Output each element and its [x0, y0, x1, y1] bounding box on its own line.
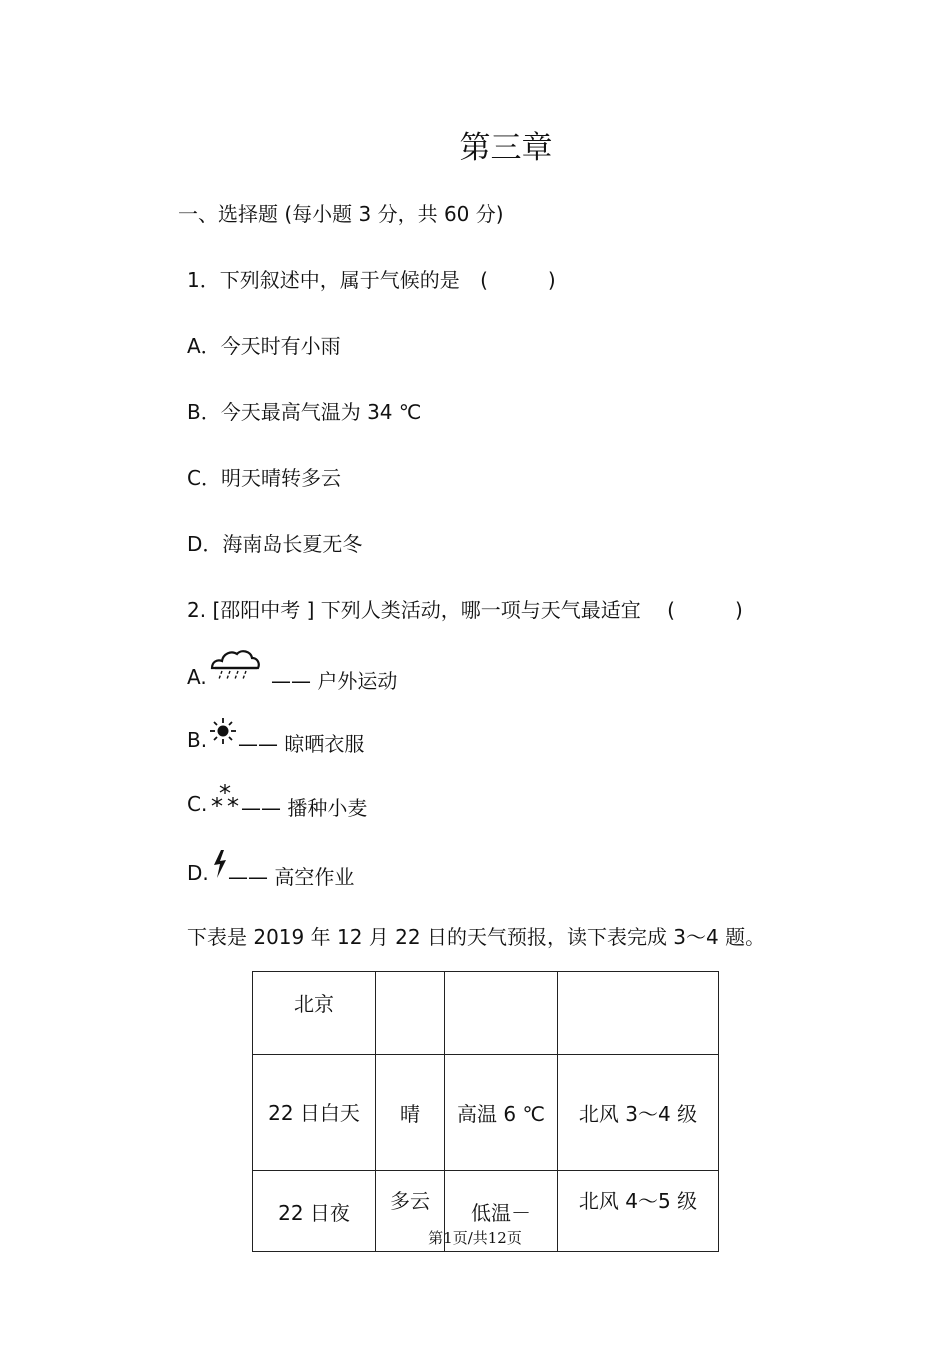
q1-option-b: B．今天最高气温为 34 ℃	[187, 400, 422, 424]
table-row	[253, 972, 719, 1055]
question-1-stem	[187, 264, 556, 293]
section-heading: 一、选择题 (每小题 3 分，共 60 分)	[178, 202, 504, 226]
question-2-text: 2. [邵阳中考 ] 下列人类活动，哪一项与天气最适宜	[187, 598, 641, 622]
table-cell	[376, 972, 445, 1055]
table-cell: 低温－	[445, 1171, 558, 1252]
table-cell: 多云	[376, 1171, 445, 1252]
q2-option-a-text: —— 户外运动	[271, 669, 398, 693]
table-cell	[445, 972, 558, 1055]
weather-forecast-table	[252, 971, 719, 1252]
q1-option-a: A．今天时有小雨	[187, 334, 341, 358]
q2-option-c-text: —— 播种小麦	[241, 796, 368, 820]
question-1-text: 1．下列叙述中，属于气候的是	[187, 268, 460, 292]
q1-option-c: C．明天晴转多云	[187, 466, 341, 490]
table-cell: 北京	[253, 972, 376, 1055]
table-cell	[558, 972, 719, 1055]
q2-option-d-letter: D.	[187, 861, 209, 885]
q2-option-a-letter: A.	[187, 665, 207, 689]
answer-paren-close: )	[547, 268, 556, 292]
page-footer: 第1页/共12页	[428, 1229, 522, 1247]
question-2-stem	[187, 594, 743, 623]
q1-option-d: D．海南岛长夏无冬	[187, 532, 363, 556]
table-cell: 晴	[376, 1055, 445, 1171]
q2-option-b-text: —— 晾晒衣服	[238, 732, 365, 756]
rain-cloud-icon	[209, 646, 261, 682]
answer-paren-open: (	[667, 598, 675, 622]
table-row	[253, 1055, 719, 1171]
table-cell: 高温 6 ℃	[445, 1055, 558, 1171]
q2-option-c-letter: C.	[187, 792, 208, 816]
answer-paren-close: )	[734, 598, 743, 622]
sun-icon	[208, 716, 238, 746]
answer-paren-open: (	[480, 268, 488, 292]
table-cell: 22 日夜	[253, 1171, 376, 1252]
table-cell: 北风 4～5 级	[558, 1171, 719, 1252]
snow-icon	[208, 782, 242, 810]
q2-option-d-text: —— 高空作业	[228, 865, 355, 889]
table-intro: 下表是 2019 年 12 月 22 日的天气预报，读下表完成 3～4 题。	[187, 925, 766, 949]
q2-option-b-letter: B.	[187, 728, 208, 752]
table-cell: 22 日白天	[253, 1055, 376, 1171]
chapter-title: 第三章	[459, 130, 553, 166]
lightning-icon	[210, 849, 230, 879]
table-cell: 北风 3～4 级	[558, 1055, 719, 1171]
